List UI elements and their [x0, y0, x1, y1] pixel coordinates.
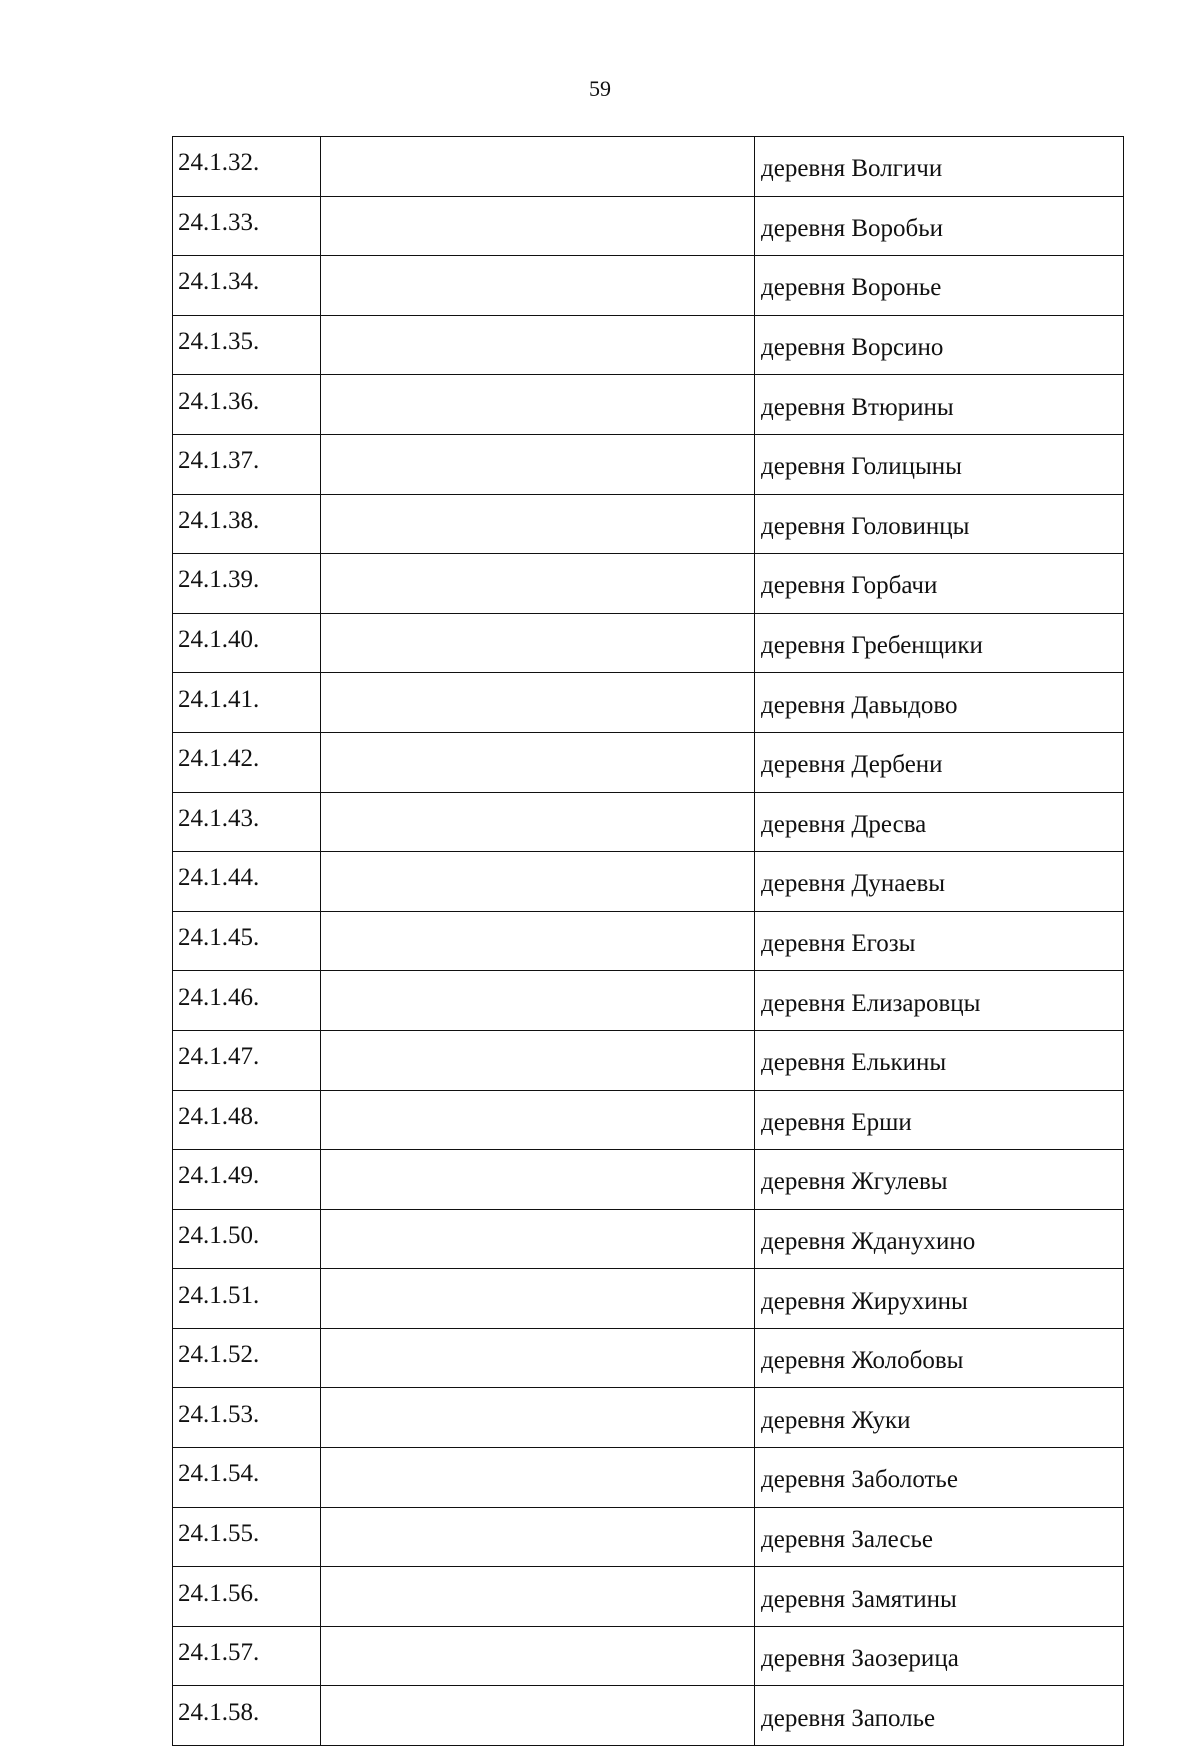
settlement-name: деревня Залесье [755, 1507, 1124, 1567]
row-number: 24.1.49. [173, 1150, 321, 1210]
row-number: 24.1.42. [173, 732, 321, 792]
row-number: 24.1.38. [173, 494, 321, 554]
empty-cell [321, 137, 755, 197]
table-row [173, 1030, 1124, 1090]
empty-cell [321, 1328, 755, 1388]
settlement-name: деревня Дунаевы [755, 852, 1124, 912]
row-number: 24.1.52. [173, 1328, 321, 1388]
settlement-name: деревня Волгичи [755, 137, 1124, 197]
row-number: 24.1.41. [173, 673, 321, 733]
table-row [173, 673, 1124, 733]
row-number: 24.1.45. [173, 911, 321, 971]
table-row [173, 1626, 1124, 1686]
empty-cell [321, 911, 755, 971]
empty-cell [321, 1150, 755, 1210]
table-row [173, 1328, 1124, 1388]
row-number: 24.1.51. [173, 1269, 321, 1329]
settlement-name: деревня Гребенщики [755, 613, 1124, 673]
settlement-name: деревня Жданухино [755, 1209, 1124, 1269]
row-number: 24.1.53. [173, 1388, 321, 1448]
row-number: 24.1.47. [173, 1030, 321, 1090]
table-row [173, 1090, 1124, 1150]
table-row [173, 1388, 1124, 1448]
empty-cell [321, 315, 755, 375]
settlement-name: деревня Жгулевы [755, 1150, 1124, 1210]
empty-cell [321, 1269, 755, 1329]
empty-cell [321, 673, 755, 733]
empty-cell [321, 852, 755, 912]
empty-cell [321, 1567, 755, 1627]
settlement-name: деревня Ерши [755, 1090, 1124, 1150]
settlements-table-body [173, 137, 1124, 1746]
row-number: 24.1.36. [173, 375, 321, 435]
empty-cell [321, 1626, 755, 1686]
empty-cell [321, 1388, 755, 1448]
empty-cell [321, 1507, 755, 1567]
settlement-name: деревня Горбачи [755, 554, 1124, 614]
table-row [173, 494, 1124, 554]
empty-cell [321, 375, 755, 435]
settlement-name: деревня Жирухины [755, 1269, 1124, 1329]
empty-cell [321, 971, 755, 1031]
table-row [173, 375, 1124, 435]
table-row [173, 732, 1124, 792]
row-number: 24.1.35. [173, 315, 321, 375]
table-row [173, 613, 1124, 673]
row-number: 24.1.39. [173, 554, 321, 614]
row-number: 24.1.43. [173, 792, 321, 852]
empty-cell [321, 1030, 755, 1090]
row-number: 24.1.55. [173, 1507, 321, 1567]
row-number: 24.1.54. [173, 1448, 321, 1508]
empty-cell [321, 434, 755, 494]
table-row [173, 137, 1124, 197]
settlement-name: деревня Дербени [755, 732, 1124, 792]
row-number: 24.1.37. [173, 434, 321, 494]
settlement-name: деревня Голицыны [755, 434, 1124, 494]
settlements-table [172, 136, 1124, 1746]
row-number: 24.1.40. [173, 613, 321, 673]
settlement-name: деревня Елькины [755, 1030, 1124, 1090]
row-number: 24.1.32. [173, 137, 321, 197]
settlement-name: деревня Давыдово [755, 673, 1124, 733]
settlement-name: деревня Заболотье [755, 1448, 1124, 1508]
row-number: 24.1.57. [173, 1626, 321, 1686]
table-row [173, 1209, 1124, 1269]
table-row [173, 1686, 1124, 1746]
settlement-name: деревня Егозы [755, 911, 1124, 971]
row-number: 24.1.46. [173, 971, 321, 1031]
row-number: 24.1.44. [173, 852, 321, 912]
row-number: 24.1.58. [173, 1686, 321, 1746]
empty-cell [321, 613, 755, 673]
row-number: 24.1.33. [173, 196, 321, 256]
empty-cell [321, 554, 755, 614]
row-number: 24.1.48. [173, 1090, 321, 1150]
settlement-name: деревня Воробьи [755, 196, 1124, 256]
table-row [173, 315, 1124, 375]
empty-cell [321, 256, 755, 316]
settlement-name: деревня Головинцы [755, 494, 1124, 554]
table-row [173, 1448, 1124, 1508]
page-number: 59 [589, 76, 611, 101]
settlement-name: деревня Ворсино [755, 315, 1124, 375]
settlement-name: деревня Замятины [755, 1567, 1124, 1627]
row-number: 24.1.34. [173, 256, 321, 316]
empty-cell [321, 1686, 755, 1746]
table-row [173, 1150, 1124, 1210]
settlement-name: деревня Дресва [755, 792, 1124, 852]
table-row [173, 434, 1124, 494]
row-number: 24.1.50. [173, 1209, 321, 1269]
empty-cell [321, 732, 755, 792]
empty-cell [321, 792, 755, 852]
table-row [173, 792, 1124, 852]
table-row [173, 196, 1124, 256]
settlement-name: деревня Заозерица [755, 1626, 1124, 1686]
table-row [173, 852, 1124, 912]
empty-cell [321, 1448, 755, 1508]
row-number: 24.1.56. [173, 1567, 321, 1627]
empty-cell [321, 1209, 755, 1269]
empty-cell [321, 494, 755, 554]
table-row [173, 1507, 1124, 1567]
table-row [173, 911, 1124, 971]
settlement-name: деревня Елизаровцы [755, 971, 1124, 1031]
settlement-name: деревня Втюрины [755, 375, 1124, 435]
settlement-name: деревня Жолобовы [755, 1328, 1124, 1388]
settlement-name: деревня Заполье [755, 1686, 1124, 1746]
table-row [173, 1567, 1124, 1627]
table-row [173, 554, 1124, 614]
empty-cell [321, 1090, 755, 1150]
settlement-name: деревня Воронье [755, 256, 1124, 316]
settlement-name: деревня Жуки [755, 1388, 1124, 1448]
table-row [173, 1269, 1124, 1329]
table-row [173, 256, 1124, 316]
table-row [173, 971, 1124, 1031]
empty-cell [321, 196, 755, 256]
